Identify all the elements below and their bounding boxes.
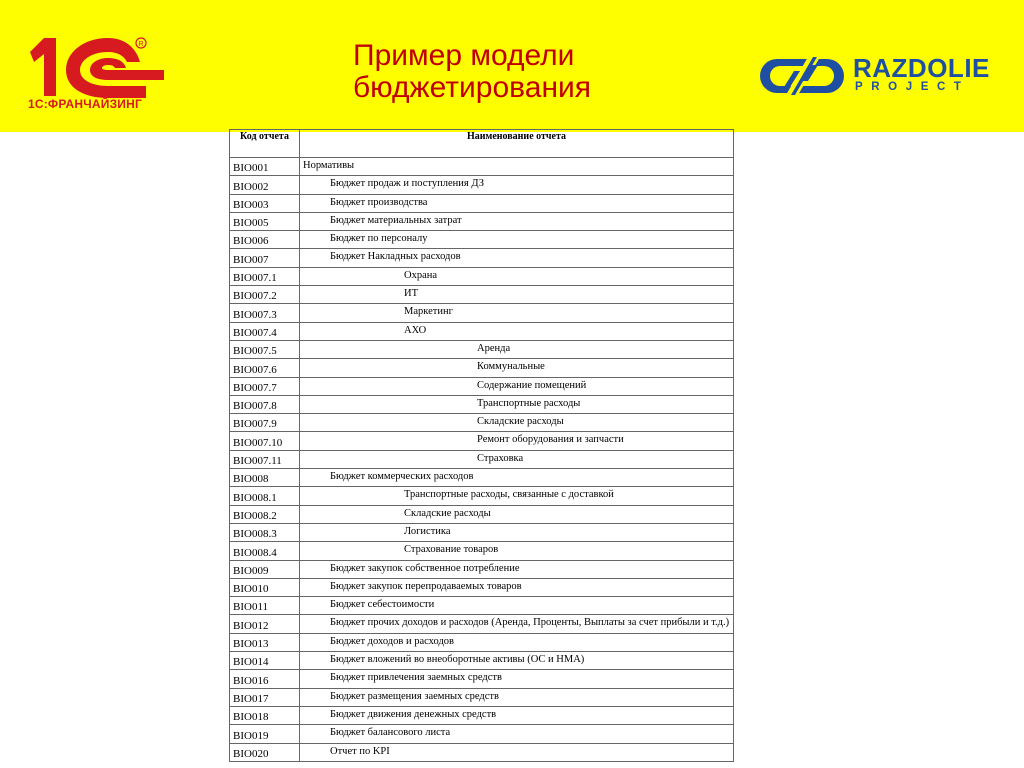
table-row [230,633,734,651]
report-name-cell: Бюджет производства [300,194,734,212]
report-code-cell: BIO007.1 [230,267,300,285]
report-code-cell: BIO016 [230,670,300,688]
table-row [230,304,734,322]
report-name-cell: Коммунальные [300,359,734,377]
report-code-cell: BIO003 [230,194,300,212]
report-name-cell: Бюджет продаж и поступления ДЗ [300,176,734,194]
report-code-cell: BIO007.3 [230,304,300,322]
report-code-cell: BIO019 [230,725,300,743]
table-row [230,652,734,670]
report-name-cell: Аренда [300,340,734,358]
report-code-cell: BIO002 [230,176,300,194]
report-name-cell: Бюджет размещения заемных средств [300,688,734,706]
svg-text:R: R [138,41,144,48]
report-code-cell: BIO007.5 [230,340,300,358]
report-name-cell: Ремонт оборудования и запчасти [300,432,734,450]
table-row [230,249,734,267]
table-row [230,359,734,377]
column-header-name: Наименование отчета [300,130,734,158]
table-row [230,615,734,633]
table-row [230,469,734,487]
report-name-cell: Страхование товаров [300,542,734,560]
table-row [230,706,734,724]
report-code-cell: BIO007.4 [230,322,300,340]
report-name-cell: Складские расходы [300,414,734,432]
report-name-cell: Бюджет прочих доходов и расходов (Аренда, Проценты, Выплаты за счет прибыли и т.д.) [300,615,734,633]
razdolie-name: RAZDOLIE [853,53,990,83]
report-name-cell: Бюджет закупок собственное потребление [300,560,734,578]
table-row [230,432,734,450]
table-row [230,414,734,432]
report-name-cell: Маркетинг [300,304,734,322]
table-row [230,523,734,541]
table-row [230,267,734,285]
report-name-cell: ИТ [300,286,734,304]
report-code-cell: BIO012 [230,615,300,633]
report-code-cell: BIO007.10 [230,432,300,450]
table-row [230,597,734,615]
report-name-cell: Бюджет Накладных расходов [300,249,734,267]
column-header-code: Код отчета [230,130,300,158]
report-code-cell: BIO008.3 [230,523,300,541]
report-name-cell: АХО [300,322,734,340]
report-code-cell: BIO005 [230,212,300,230]
table-row [230,688,734,706]
table-row [230,487,734,505]
report-name-cell: Транспортные расходы, связанные с доставкой [300,487,734,505]
table-row [230,194,734,212]
report-name-cell: Бюджет движения денежных средств [300,706,734,724]
report-code-cell: BIO008.2 [230,505,300,523]
report-code-cell: BIO018 [230,706,300,724]
report-name-cell: Бюджет доходов и расходов [300,633,734,651]
report-code-cell: BIO017 [230,688,300,706]
report-code-cell: BIO008.1 [230,487,300,505]
table-row [230,377,734,395]
report-code-cell: BIO007.11 [230,450,300,468]
report-name-cell: Бюджет закупок перепродаваемых товаров [300,578,734,596]
table-row [230,212,734,230]
report-name-cell: Бюджет балансового листа [300,725,734,743]
report-code-cell: BIO006 [230,231,300,249]
report-code-cell: BIO007.7 [230,377,300,395]
report-name-cell: Отчет по KPI [300,743,734,761]
report-name-cell: Складские расходы [300,505,734,523]
table-row [230,286,734,304]
report-name-cell: Содержание помещений [300,377,734,395]
report-name-cell: Бюджет вложений во внеоборотные активы (ОС и НМА) [300,652,734,670]
table-row [230,322,734,340]
report-code-cell: BIO008 [230,469,300,487]
slide-header [0,0,1024,132]
table-row [230,578,734,596]
report-name-cell: Бюджет по персоналу [300,231,734,249]
razdolie-sub: PROJECT [855,81,970,93]
budget-reports-table [229,129,734,762]
page-title-line-2: бюджетирования [353,71,592,104]
table-row [230,743,734,761]
table-row [230,158,734,176]
table-body [230,158,734,762]
table-row [230,505,734,523]
report-code-cell: BIO011 [230,597,300,615]
report-code-cell: BIO007.8 [230,395,300,413]
page-title [353,40,693,104]
report-code-cell: BIO007.2 [230,286,300,304]
report-code-cell: BIO009 [230,560,300,578]
report-code-cell: BIO008.4 [230,542,300,560]
table-row [230,340,734,358]
report-code-cell: BIO007 [230,249,300,267]
report-name-cell: Транспортные расходы [300,395,734,413]
report-name-cell: Бюджет привлечения заемных средств [300,670,734,688]
report-code-cell: BIO020 [230,743,300,761]
razdolie-logo [758,55,1008,100]
razdolie-mark-icon [758,57,848,97]
page-title-line-1: Пример модели [353,39,575,72]
table-row [230,670,734,688]
report-name-cell: Бюджет себестоимости [300,597,734,615]
report-name-cell: Логистика [300,523,734,541]
report-name-cell: Бюджет материальных затрат [300,212,734,230]
table-row [230,176,734,194]
report-name-cell: Охрана [300,267,734,285]
table-row [230,450,734,468]
report-name-cell: Страховка [300,450,734,468]
1c-franchising-label: 1С:ФРАНЧАЙЗИНГ [28,97,142,111]
table-row [230,725,734,743]
report-code-cell: BIO007.9 [230,414,300,432]
report-name-cell: Бюджет коммерческих расходов [300,469,734,487]
table-header-row [230,130,734,158]
report-code-cell: BIO014 [230,652,300,670]
table-row [230,542,734,560]
table-row [230,231,734,249]
table-row [230,395,734,413]
report-code-cell: BIO007.6 [230,359,300,377]
report-code-cell: BIO010 [230,578,300,596]
table-row [230,560,734,578]
report-code-cell: BIO001 [230,158,300,176]
report-name-cell: Нормативы [300,158,734,176]
report-code-cell: BIO013 [230,633,300,651]
